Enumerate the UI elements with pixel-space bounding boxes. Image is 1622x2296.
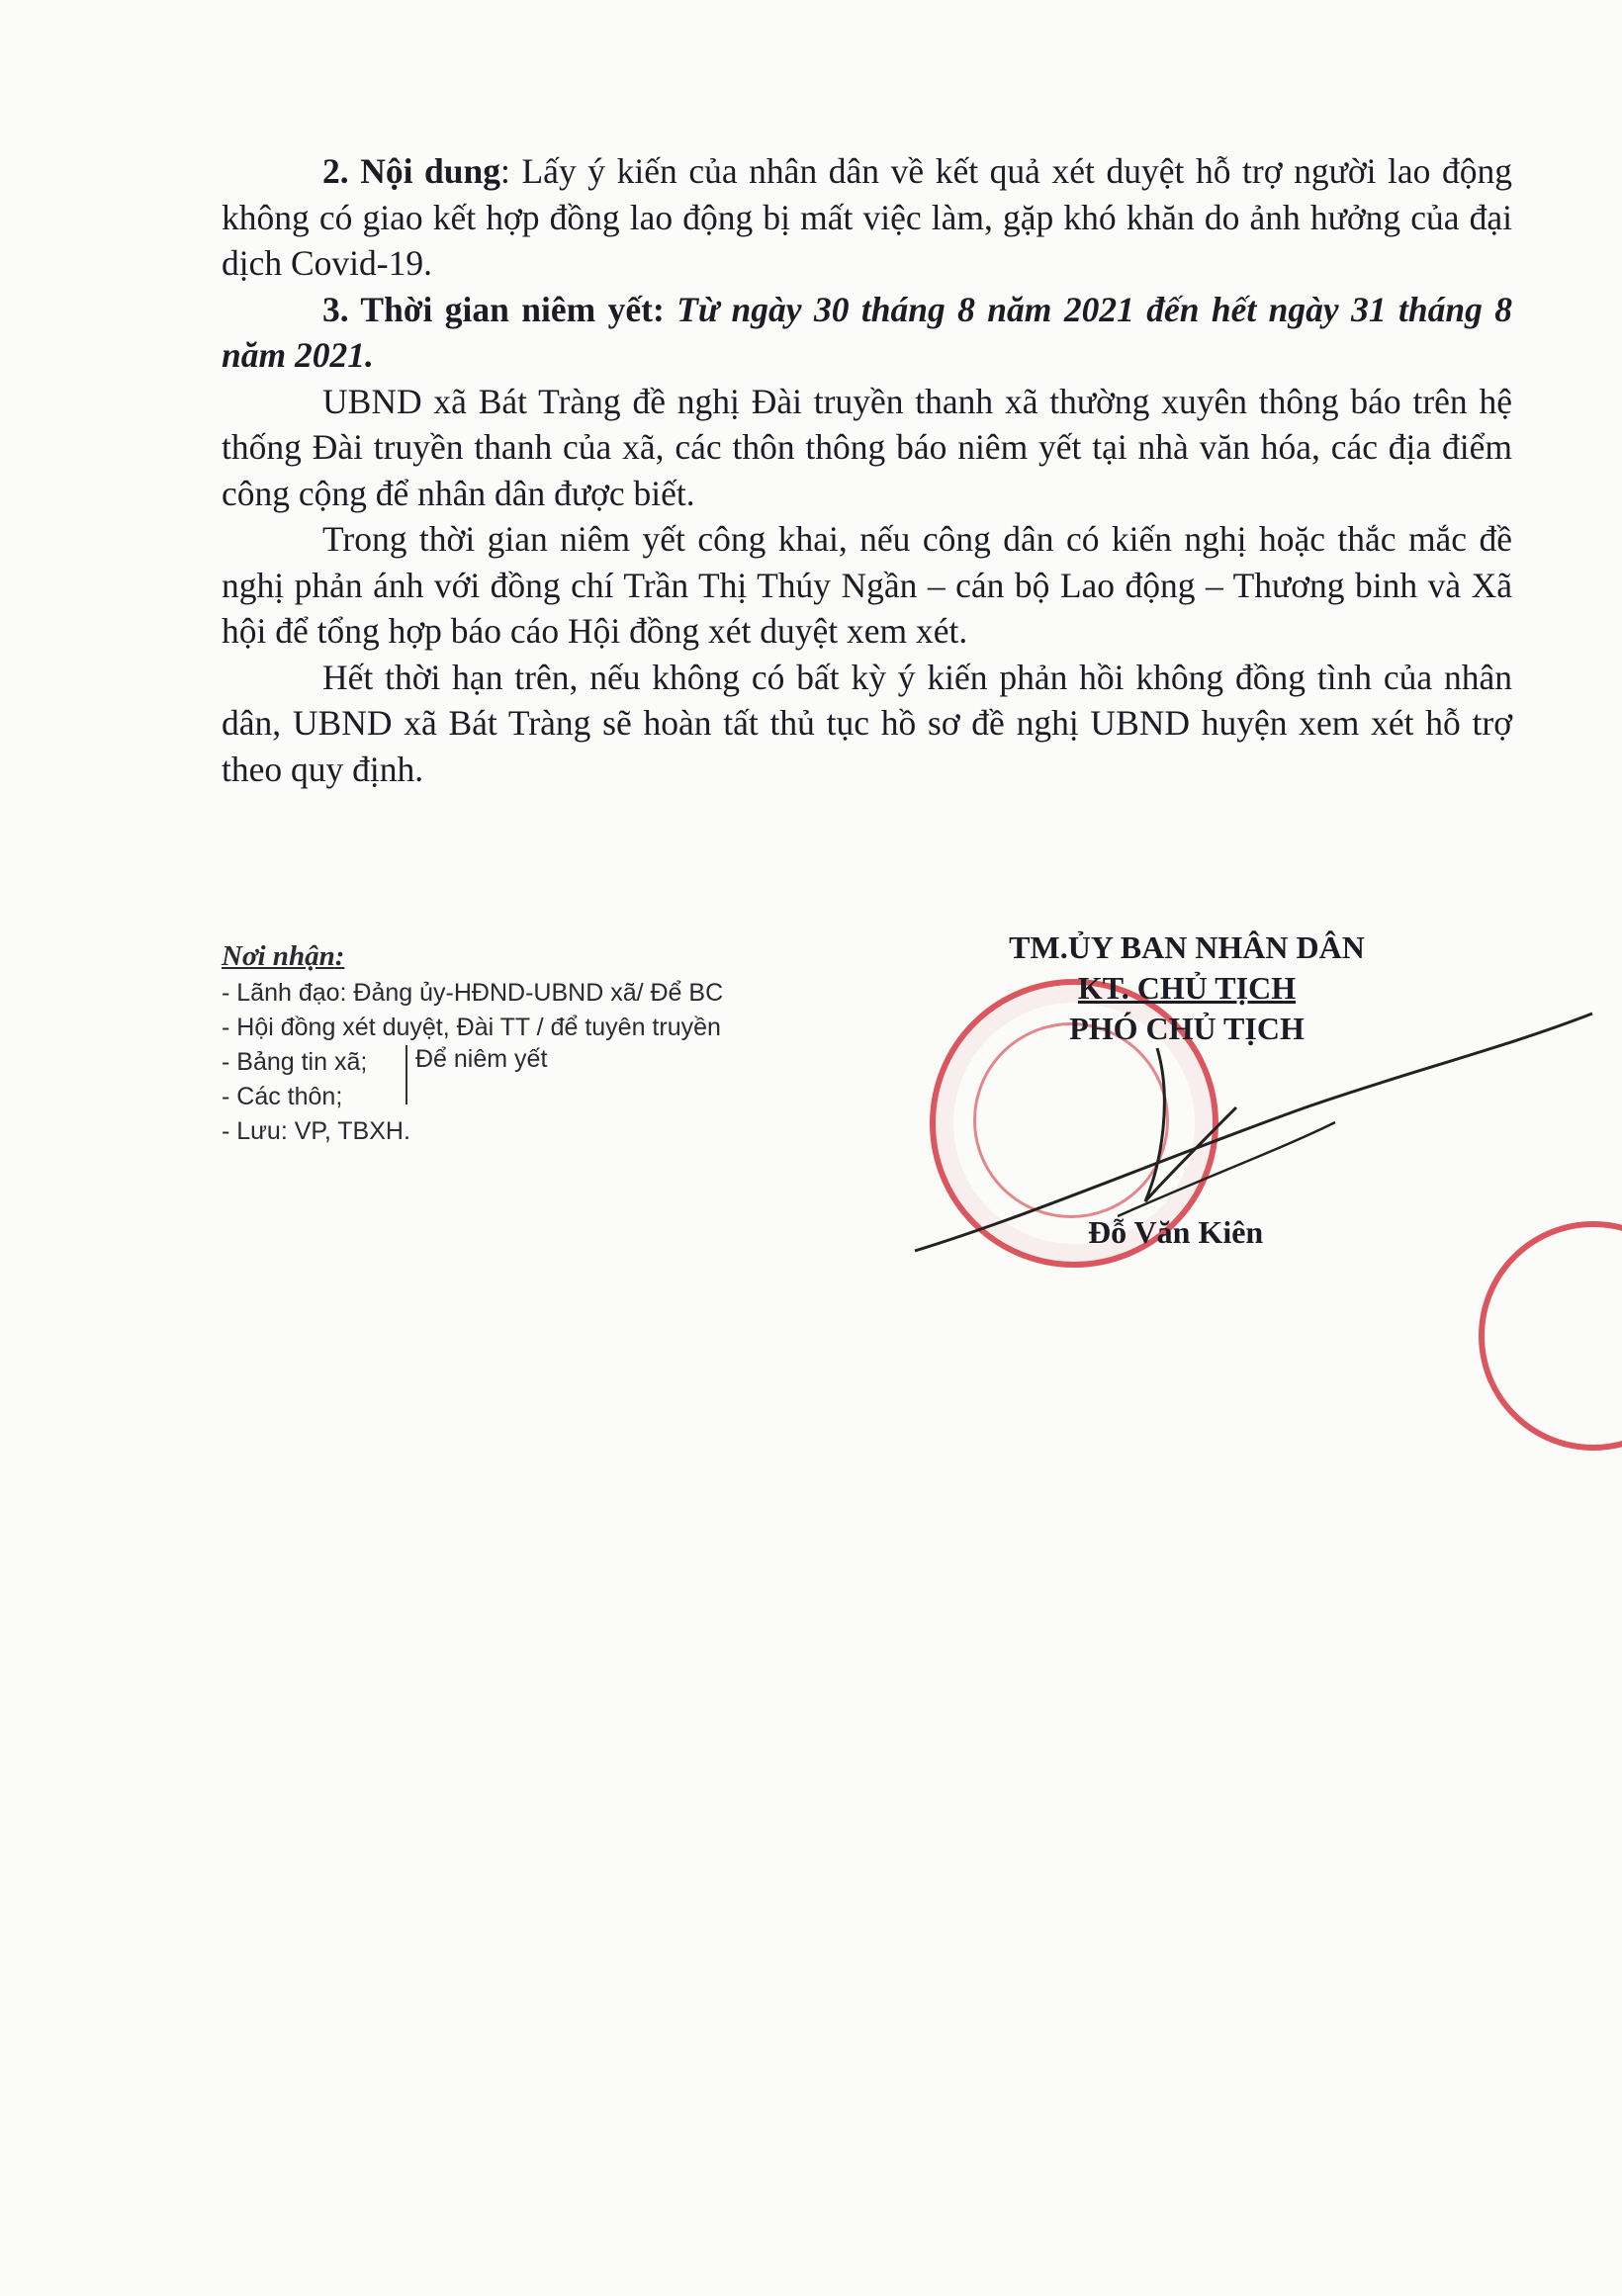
signer-name: Đỗ Văn Kiên — [1088, 1214, 1264, 1250]
paragraph-broadcast: UBND xã Bát Tràng đề nghị Đài truyền thanh xã thường xuyên thông báo trên hệ thống Đài truyền thanh của xã, các thôn thông báo niêm yết tại nhà văn hóa, các địa điểm công cộng để nhân dân được biết. — [222, 381, 1512, 513]
section-posting-time — [222, 287, 1512, 379]
section-content — [222, 148, 1512, 287]
recipient-item: - Lãnh đạo: Đảng ủy-HĐND-UBND xã/ Để BC — [222, 979, 724, 1007]
recipient-item: - Bảng tin xã; — [222, 1048, 368, 1076]
signature-position: PHÓ CHỦ TỊCH — [1069, 1011, 1305, 1046]
recipient-item: - Lưu: VP, TBXH. — [222, 1117, 410, 1145]
paragraph-completion: Hết thời hạn trên, nếu không có bất kỳ ý kiến phản hồi không đồng tình của nhân dân, UBND xã Bát Tràng sẽ hoàn tất thủ tục hồ sơ đề nghị UBND huyện xem xét hỗ trợ theo quy định. — [222, 657, 1512, 789]
recipients-title-text: Nơi nhận — [222, 940, 335, 972]
signature-block — [930, 927, 1444, 1049]
paragraph-feedback: Trong thời gian niêm yết công khai, nếu công dân có kiến nghị hoặc thắc mắc đề nghị phản ánh với đồng chí Trần Thị Thúy Ngần – cán bộ Lao động – Thương binh và Xã hội để tổng hợp báo cáo Hội đồng xét duyệt xem xét. — [222, 519, 1512, 651]
recipients-title-colon: : — [334, 940, 345, 972]
recipient-item: - Hội đồng xét duyệt, Đài TT / để tuyên truyền — [222, 1014, 721, 1041]
recipients-block — [222, 939, 914, 1149]
section-posting-time-label: 3. Thời gian niêm yết: — [322, 289, 665, 329]
section-content-label: 2. Nội dung — [322, 151, 501, 191]
signature-role-line: KT. CHỦ TỊCH — [1077, 970, 1297, 1006]
recipient-item: - Các thôn; — [222, 1083, 343, 1110]
signature-org-title: TM.ỦY BAN NHÂN DÂN — [1009, 929, 1365, 965]
recipients-title — [222, 939, 914, 974]
document-body — [222, 148, 1512, 792]
section-posting-time-text: Từ ngày 30 tháng 8 năm 2021 đến hết ngày 31 tháng 8 năm 2021. — [222, 289, 1513, 375]
section-content-text: : Lấy ý kiến của nhân dân về kết quả xét duyệt hỗ trợ người lao động không có giao kết hợp đồng lao động bị mất việc làm, gặp khó khăn do ảnh hưởng của đại dịch Covid-19. — [222, 151, 1513, 283]
bracket-note: Để niêm yết — [406, 1045, 547, 1104]
